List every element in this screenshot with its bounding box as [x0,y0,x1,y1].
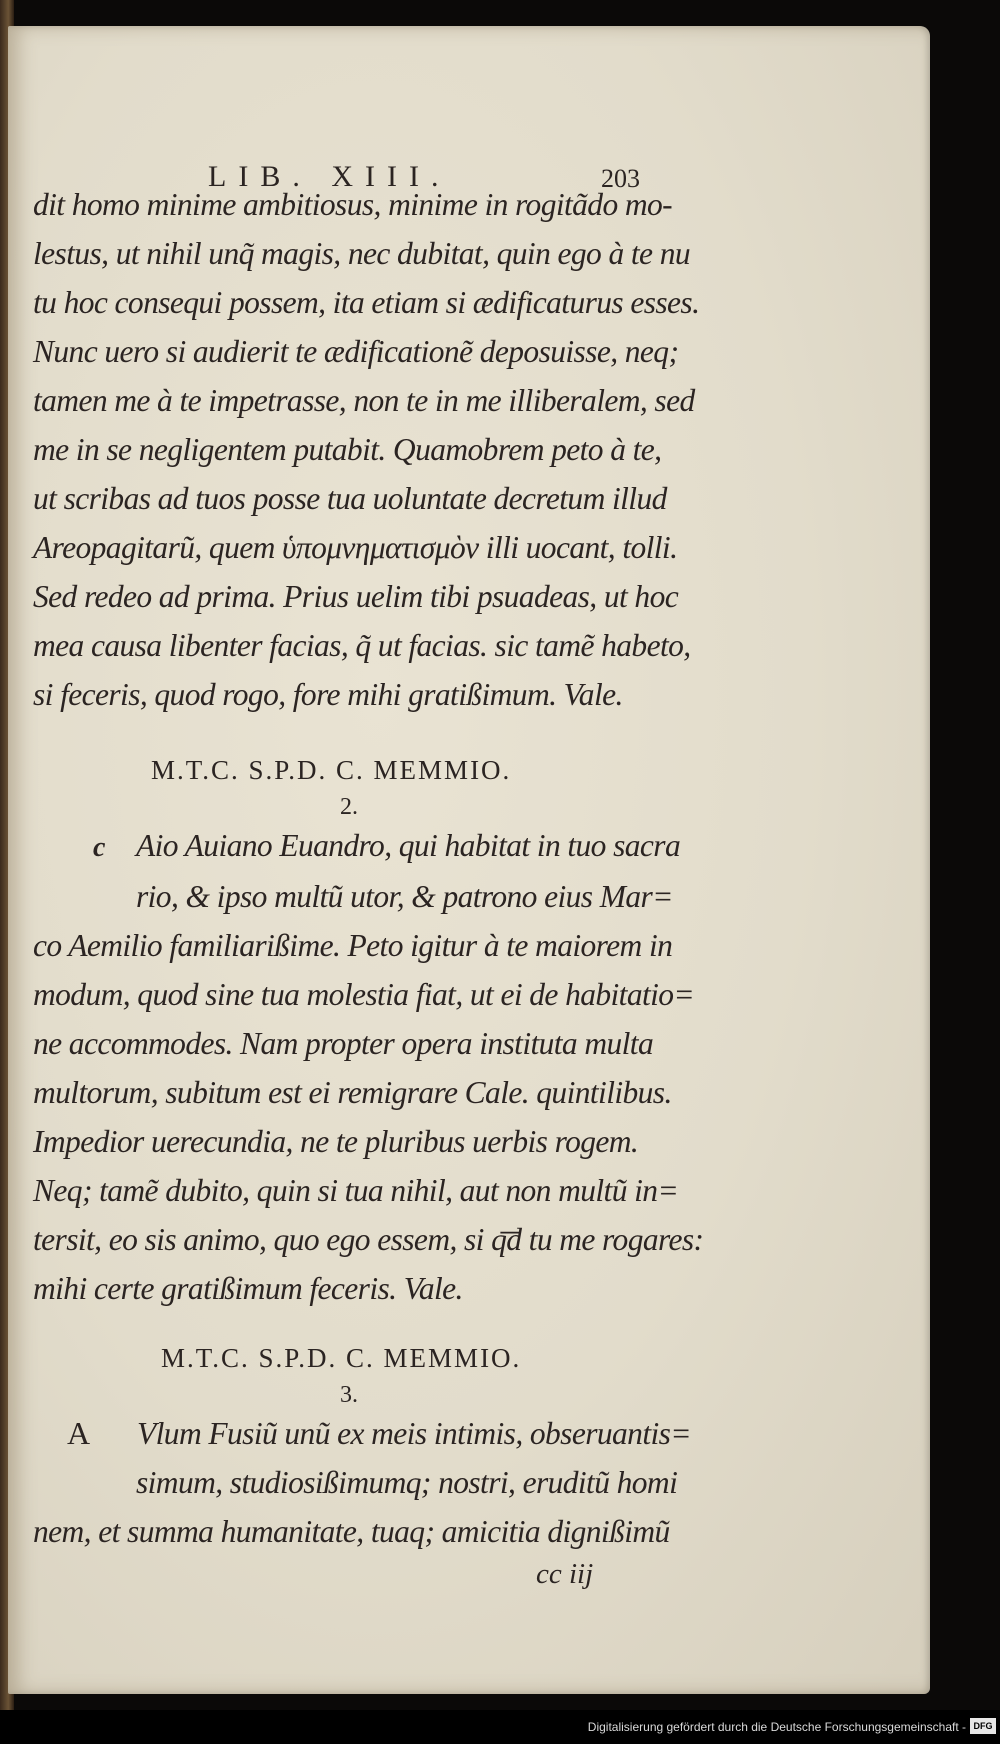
letter-1-body [33,180,700,719]
text-line: simum, studiosißimumq; nostri, eruditũ homi [136,1465,678,1500]
text-line: Impedior uerecundia, ne te pluribus uerbis rogem. [33,1124,639,1159]
text-line: tamen me à te impetrasse, non te in me illiberalem, sed [33,383,695,418]
page-number: 203 [601,164,640,193]
running-head [33,136,693,193]
letter-number: 3. [340,1382,358,1408]
text-line: Nunc uero si audierit te ædificationẽ deposuisse, neq; [33,334,679,369]
text-line: Areopagitarũ, quem ὑπομνηματισμὸν illi uocant, tolli. [33,530,678,565]
letter-heading: M.T.C. S.P.D. C. MEMMIO. [161,1343,522,1373]
text-line: nem, et summa humanitate, tuaq; amicitia dignißimũ [33,1514,670,1549]
dfg-logo: DFG [970,1718,996,1734]
letter-number: 2. [340,794,358,820]
text-line: Neq; tamẽ dubito, quin si tua nihil, aut non multũ in= [33,1173,679,1208]
letter-3 [33,1343,693,1591]
first-line-text: Aio Auiano Euandro, qui habitat in tuo sacra [136,828,681,863]
text-line: mea causa libenter facias, q̃ ut facias. sic tamẽ habeto, [33,628,691,663]
text-line: modum, quod sine tua molestia fiat, ut ei de habitatio= [33,977,695,1012]
margin-letter: c [93,832,105,863]
text-line: Sed redeo ad prima. Prius uelim tibi psuadeas, ut hoc [33,579,679,614]
text-line: tersit, eo sis animo, quo ego essem, si q͞d tu me rogares: [33,1222,704,1257]
letter-first-line [33,821,693,872]
text-line: rio, & ipso multũ utor, & patrono eius Mar= [136,879,673,914]
first-line-text: Vlum Fusiũ unũ ex meis intimis, obseruantis= [137,1416,691,1451]
signature-mark: cc iij [536,1558,594,1590]
letter-heading: M.T.C. S.P.D. C. MEMMIO. [151,755,512,785]
text-line: si feceris, quod rogo, fore mihi gratißimum. Vale. [33,677,623,712]
running-head-title: LIB. XIII. [208,160,451,193]
letter-first-line [33,1409,693,1458]
text-line: tu hoc consequi possem, ita etiam si ædificaturus esses. [33,285,700,320]
text-line: co Aemilio familiarißime. Peto igitur à te maiorem in [33,928,673,963]
page-text-block [33,136,704,1591]
text-line: mihi certe gratißimum feceris. Vale. [33,1271,463,1306]
drop-cap: A [67,1415,90,1451]
text-line: dit homo minime ambitiosus, minime in rogitãdo mo- [33,187,673,222]
text-line: ne accommodes. Nam propter opera instituta multa [33,1026,654,1061]
footer-bar [0,1710,1000,1744]
text-line: ut scribas ad tuos posse tua uoluntate decretum illud [33,481,667,516]
book-page [8,26,930,1694]
footer-credit: Digitalisierung gefördert durch die Deutsche Forschungsgemeinschaft - [587,1720,966,1734]
text-line: lestus, ut nihil unq̃ magis, nec dubitat, quin ego à te nu [33,236,691,271]
letter-2 [33,755,704,1313]
text-line: me in se negligentem putabit. Quamobrem peto à te, [33,432,662,467]
text-line: multorum, subitum est ei remigrare Cale. quintilibus. [33,1075,672,1110]
